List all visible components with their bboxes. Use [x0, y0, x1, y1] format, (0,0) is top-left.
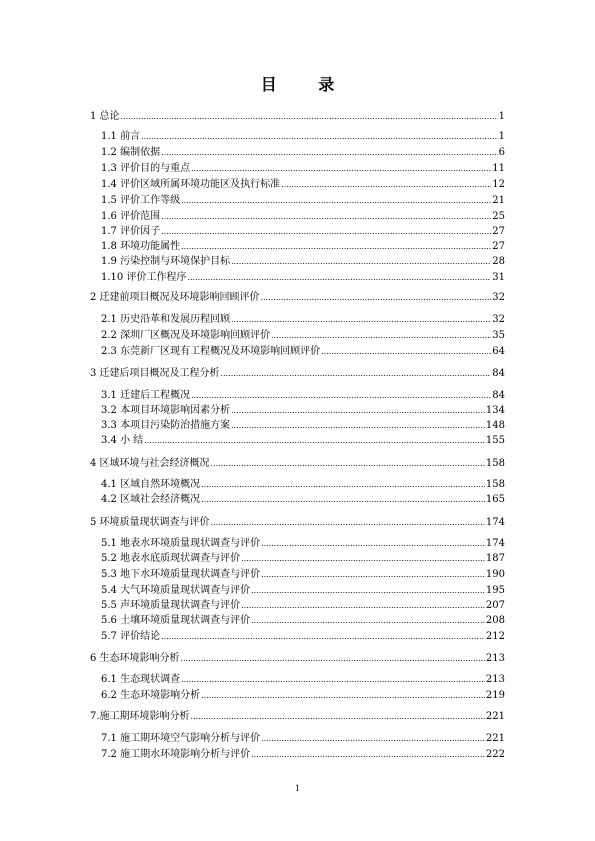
toc-entry-page: 84 [492, 390, 505, 401]
toc-leader-dots [261, 568, 485, 582]
toc-leader-dots [141, 130, 498, 144]
toc-entry-page: 158 [485, 479, 505, 490]
toc-entry-page: 174 [485, 517, 505, 528]
toc-leader-dots [261, 732, 485, 746]
toc-entry-page: 1 [498, 131, 505, 142]
toc-entry[interactable] [101, 162, 505, 176]
toc-entry-page: 32 [492, 292, 505, 303]
toc-entry-page: 155 [485, 435, 505, 446]
toc-entry[interactable] [101, 537, 505, 551]
toc-entry-label: 4.1 区域自然环境概况 [101, 479, 201, 490]
toc-entry-page: 11 [492, 163, 505, 174]
toc-entry[interactable] [101, 673, 505, 687]
toc-entry[interactable] [101, 584, 505, 598]
toc-leader-dots [231, 419, 485, 433]
toc-leader-dots [161, 225, 491, 239]
toc-entry-label: 3.4 小 结 [101, 435, 144, 446]
toc-entry-page: 28 [492, 256, 505, 267]
toc-entry[interactable] [90, 110, 505, 124]
toc-entry-label: 5.5 声环境质量现状调查与评价 [101, 600, 241, 611]
toc-entry[interactable] [101, 419, 505, 433]
toc-entry-label: 1.4 评价区域所属环境功能区及执行标准 [101, 179, 281, 190]
toc-leader-dots [161, 210, 491, 224]
toc-entry-label: 4.2 区域社会经济概况 [101, 494, 201, 505]
toc-leader-dots [231, 255, 491, 269]
toc-entry[interactable] [101, 614, 505, 628]
toc-leader-dots [251, 748, 485, 762]
toc-leader-dots [231, 404, 485, 418]
toc-entry-page: 165 [485, 494, 505, 505]
toc-entry[interactable] [101, 313, 505, 327]
toc-entry-page: 27 [492, 241, 505, 252]
toc-entry[interactable] [101, 194, 505, 208]
toc-entry[interactable] [101, 599, 505, 613]
toc-entry-label: 3.2 本项目环境影响因素分析 [101, 405, 231, 416]
toc-entry-page: 1 [498, 111, 505, 122]
toc-leader-dots [161, 630, 485, 644]
toc-leader-dots [181, 652, 485, 666]
toc-leader-dots [201, 493, 485, 507]
toc-leader-dots [211, 457, 485, 471]
toc-entry[interactable] [101, 271, 505, 285]
toc-leader-dots [211, 516, 485, 530]
toc-entry-page: 207 [485, 600, 505, 611]
toc-entry-label: 6 生态环境影响分析 [90, 653, 180, 664]
toc-entry-label: 1.8 环境功能属性 [101, 241, 181, 252]
toc-entry-label: 1.2 编制依据 [101, 147, 161, 158]
toc-entry[interactable] [101, 329, 505, 343]
toc-entry-page: 208 [485, 615, 505, 626]
toc-entry-page: 174 [485, 538, 505, 549]
toc-entry-page: 195 [485, 585, 505, 596]
toc-entry[interactable] [101, 345, 505, 359]
toc-leader-dots [121, 110, 498, 124]
toc-leader-dots [191, 389, 491, 403]
toc-entry-label: 5.4 大气环境质量现状调查与评价 [101, 585, 251, 596]
toc-leader-dots [181, 673, 485, 687]
toc-entry[interactable] [101, 225, 505, 239]
page-number: 1 [294, 784, 301, 793]
toc-entry[interactable] [101, 389, 505, 403]
toc-entry[interactable] [101, 130, 505, 144]
toc-leader-dots [241, 599, 485, 613]
toc-entry-page: 221 [485, 711, 505, 722]
toc-entry-page: 213 [485, 674, 505, 685]
toc-entry-page: 84 [492, 368, 505, 379]
toc-entry-page: 190 [485, 569, 505, 580]
toc-leader-dots [187, 271, 491, 285]
toc-entry[interactable] [101, 210, 505, 224]
toc-entry-page: 134 [485, 405, 505, 416]
toc-entry-label: 7.2 施工期水环境影响分析与评价 [101, 749, 251, 760]
toc-entry-page: 35 [492, 330, 505, 341]
toc-entry-label: 1.10 评价工作程序 [101, 272, 187, 283]
toc-entry-label: 1 总论 [90, 111, 120, 122]
toc-entry-page: 31 [492, 272, 505, 283]
toc-entry[interactable] [101, 748, 505, 762]
toc-entry[interactable] [101, 255, 505, 269]
toc-entry-label: 2.3 东莞新厂区现有工程概况及环境影响回顾评价 [101, 346, 321, 357]
toc-leader-dots [191, 162, 491, 176]
toc-entry[interactable] [90, 291, 505, 305]
toc-entry-label: 1.7 评价因子 [101, 226, 161, 237]
toc-entry-page: 222 [485, 749, 505, 760]
toc-entry-label: 2.2 深圳厂区概况及环境影响回顾评价 [101, 330, 271, 341]
toc-entry[interactable] [101, 434, 505, 448]
toc-entry-page: 12 [492, 179, 505, 190]
toc-entry-label: 5.3 地下水环境质量现状调查与评价 [101, 569, 261, 580]
toc-entry-label: 5.7 评价结论 [101, 631, 161, 642]
toc-entry[interactable] [101, 552, 505, 566]
toc-leader-dots [241, 552, 485, 566]
toc-entry-page: 212 [485, 631, 505, 642]
toc-leader-dots [321, 345, 491, 359]
toc-entry-label: 1.9 污染控制与环境保护目标 [101, 256, 231, 267]
toc-entry[interactable] [101, 240, 505, 254]
toc-entry-label: 6.1 生态现状调查 [101, 674, 181, 685]
toc-entry-label: 4 区域环境与社会经济概况 [90, 458, 210, 469]
toc-leader-dots [201, 478, 485, 492]
toc-entry-page: 221 [485, 733, 505, 744]
toc-entry-page: 187 [485, 553, 505, 564]
toc-entry[interactable] [101, 568, 505, 582]
toc-leader-dots [261, 291, 492, 305]
toc-leader-dots [281, 178, 491, 192]
toc-entry-label: 5.2 地表水底质现状调查与评价 [101, 553, 241, 564]
toc-entry[interactable] [101, 404, 505, 418]
toc-entry-label: 7.1 施工期环境空气影响分析与评价 [101, 733, 261, 744]
toc-entry-label: 2 迁建前项目概况及环境影响回顾评价 [90, 292, 260, 303]
toc-entry[interactable] [101, 146, 505, 160]
toc-entry-page: 148 [485, 420, 505, 431]
toc-entry-page: 21 [492, 195, 505, 206]
toc-leader-dots [181, 194, 491, 208]
toc-leader-dots [144, 434, 485, 448]
toc-entry[interactable] [101, 178, 505, 192]
toc-entry[interactable] [101, 478, 505, 492]
toc-entry-label: 5 环境质量现状调查与评价 [90, 517, 210, 528]
toc-entry[interactable] [101, 732, 505, 746]
toc-entry[interactable] [101, 493, 505, 507]
toc-entry[interactable] [90, 367, 505, 381]
toc-entry-label: 7.施工期环境影响分析 [90, 711, 190, 722]
toc-entry-label: 1.3 评价目的与重点 [101, 163, 191, 174]
toc-entry-page: 158 [485, 458, 505, 469]
toc-entry-label: 3 迁建后项目概况及工程分析 [90, 368, 220, 379]
toc-entry-label: 3.1 迁建后工程概况 [101, 390, 191, 401]
toc-entry-page: 6 [498, 147, 505, 158]
toc-leader-dots [271, 329, 491, 343]
toc-entry-label: 3.3 本项目污染防治措施方案 [101, 420, 231, 431]
toc-entry-label: 6.2 生态环境影响分析 [101, 690, 201, 701]
toc-leader-dots [201, 689, 485, 703]
toc-leader-dots [251, 584, 485, 598]
toc-entry-label: 5.6 土壤环境质量现状调查与评价 [101, 615, 251, 626]
toc-entry-label: 2.1 历史沿革和发展历程回顾 [101, 314, 231, 325]
toc-leader-dots [161, 146, 498, 160]
toc-entry[interactable] [90, 652, 505, 666]
toc-entry[interactable] [90, 710, 505, 724]
toc-leader-dots [181, 240, 491, 254]
toc-entry-label: 1.5 评价工作等级 [101, 195, 181, 206]
toc-entry-page: 219 [485, 690, 505, 701]
toc-entry-page: 25 [492, 211, 505, 222]
toc-entry-label: 5.1 地表水环境质量现状调查与评价 [101, 538, 261, 549]
toc-entry-page: 64 [492, 346, 505, 357]
toc-leader-dots [191, 710, 485, 724]
toc-entry[interactable] [90, 457, 505, 471]
toc-entry[interactable] [90, 516, 505, 530]
toc-leader-dots [251, 614, 485, 628]
toc-leader-dots [221, 367, 492, 381]
toc-title: 目 录 [260, 75, 353, 94]
toc-entry-page: 213 [485, 653, 505, 664]
toc-entry-page: 32 [492, 314, 505, 325]
toc-entry[interactable] [101, 630, 505, 644]
toc-entry[interactable] [101, 689, 505, 703]
toc-entry-label: 1.1 前言 [101, 131, 141, 142]
toc-leader-dots [231, 313, 491, 327]
toc-entry-label: 1.6 评价范围 [101, 211, 161, 222]
toc-leader-dots [261, 537, 485, 551]
toc-entry-page: 27 [492, 226, 505, 237]
